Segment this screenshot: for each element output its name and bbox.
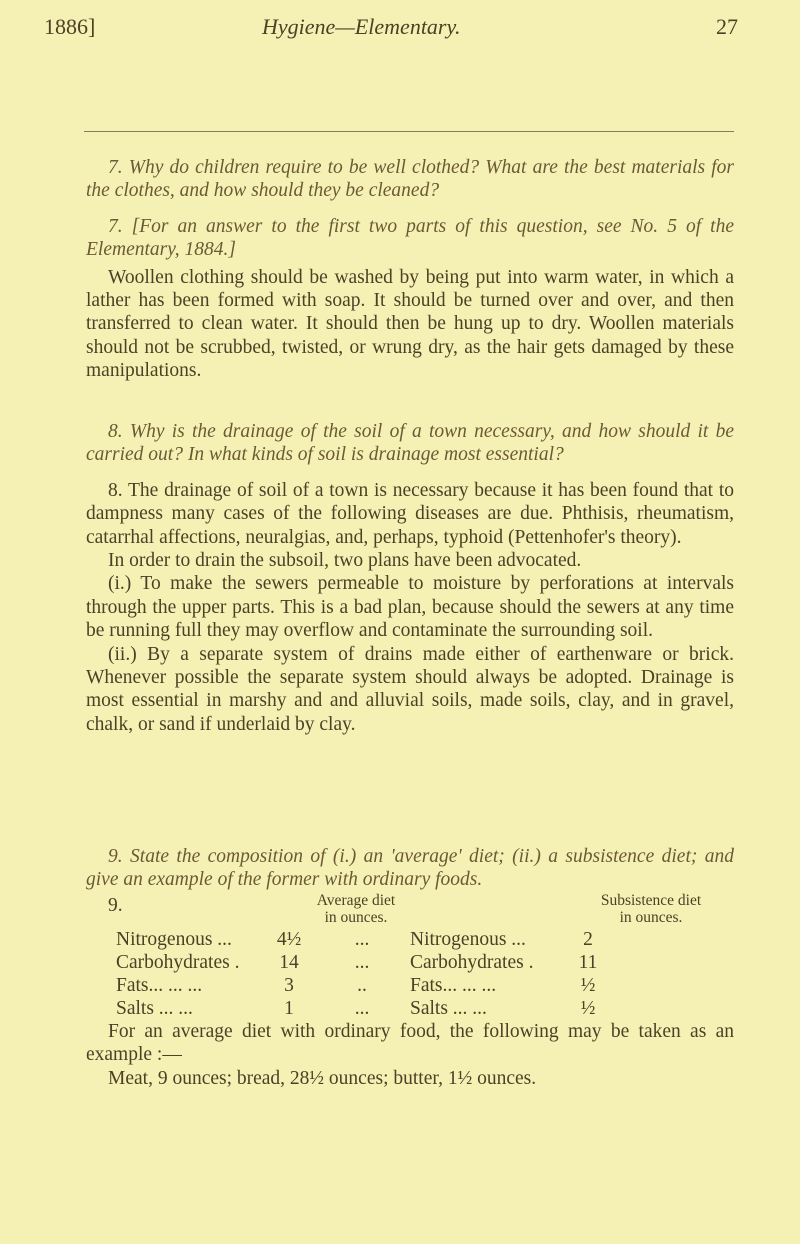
- left-label: Salts ... ...: [116, 997, 193, 1019]
- right-value: ½: [580, 997, 596, 1019]
- left-label: Nitrogenous ...: [116, 928, 232, 950]
- page-number: 27: [716, 14, 738, 39]
- question-8: 8. Why is the drainage of the soil of a town necessary, and how should it be carried out? In what kinds of soil is drainage most essential?: [86, 421, 734, 466]
- question-7: 7. Why do children require to be well clothed? What are the best materials for the clothes, and how should they be cleaned?: [86, 157, 734, 202]
- subsistence-diet-header: [566, 892, 736, 926]
- running-header: [44, 14, 744, 44]
- example-intro: For an average diet with ordinary food, the following may be taken as an example :—: [86, 1020, 734, 1066]
- left-value: 1: [284, 997, 294, 1019]
- answer-9-number: 9.: [108, 894, 123, 916]
- separator: ...: [354, 951, 370, 973]
- diet-table-row: [112, 951, 612, 974]
- answer-8-p3: (i.) To make the sewers permeable to moisture by perforations at intervals through the upper parts. This is a bad plan, because should the sewers at any time be running full they may overflow and contaminate the surrounding soil.: [86, 573, 734, 642]
- left-value: 3: [284, 974, 294, 996]
- average-diet-header: [281, 892, 431, 926]
- right-label: Nitrogenous ...: [410, 928, 526, 950]
- right-label: Carbohydrates .: [410, 951, 534, 973]
- separator: ...: [354, 928, 370, 950]
- answer-7: Woollen clothing should be washed by being put into warm water, in which a lather has been formed with soap. It should be turned over and over, and then transferred to clean water. It should then be hung up to dry. Woollen materials should not be scrubbed, twisted, or wrung dry, as the hair gets damaged by these manipulations.: [86, 266, 734, 382]
- question-8-section: [86, 420, 734, 736]
- diet-table-row: [112, 974, 612, 997]
- answer-8-p2: In order to drain the subsoil, two plans have been advocated.: [108, 550, 582, 572]
- right-value: 11: [578, 951, 598, 973]
- right-label: Fats... ... ...: [410, 974, 497, 996]
- example-diet: Meat, 9 ounces; bread, 28½ ounces; butter, 1½ ounces.: [108, 1067, 537, 1089]
- question-9-section: [86, 845, 734, 1090]
- separator: ..: [357, 974, 367, 996]
- answer-8-p4: (ii.) By a separate system of drains made either of earthenware or brick. Whenever possible the separate system should always be adopted. Drainage is most essential in marshy and and alluvial soils, made soils, clay, and in gravel, chalk, or sand if underlaid by clay.: [86, 643, 734, 735]
- header-line: Subsistence diet: [600, 891, 702, 909]
- diet-table-wrap: [86, 892, 734, 1020]
- left-label: Carbohydrates .: [116, 951, 240, 973]
- header-title: Hygiene—Elementary.: [262, 14, 461, 39]
- left-value: 4½: [276, 928, 302, 950]
- header-line: in ounces.: [324, 908, 388, 926]
- right-value: ½: [580, 974, 596, 996]
- question-7-section: [86, 156, 734, 383]
- header-rule: [84, 131, 734, 132]
- diet-table-row: [112, 928, 612, 951]
- header-year: 1886]: [44, 14, 96, 39]
- answer-8-p1: 8. The drainage of soil of a town is necessary because it has been found that to dampness many cases of the following diseases are due. Phthisis, rheumatism, catarrhal affections, neuralgias, and, perhaps, typhoid (Pettenhofer's theory).: [86, 479, 734, 548]
- separator: ...: [354, 997, 370, 1019]
- diet-table: [112, 928, 612, 1020]
- question-9: 9. State the composition of (i.) an 'average' diet; (ii.) a subsistence diet; and give an example of the former with ordinary foods.: [86, 846, 734, 891]
- right-value: 2: [583, 928, 593, 950]
- question-7-note: 7. [For an answer to the first two parts of this question, see No. 5 of the Elementary, 1884.]: [86, 215, 734, 261]
- left-value: 14: [279, 951, 299, 973]
- right-label: Salts ... ...: [410, 997, 487, 1019]
- header-line: in ounces.: [619, 908, 683, 926]
- left-label: Fats... ... ...: [116, 974, 203, 996]
- diet-table-row: [112, 997, 612, 1020]
- header-line: Average diet: [316, 891, 396, 909]
